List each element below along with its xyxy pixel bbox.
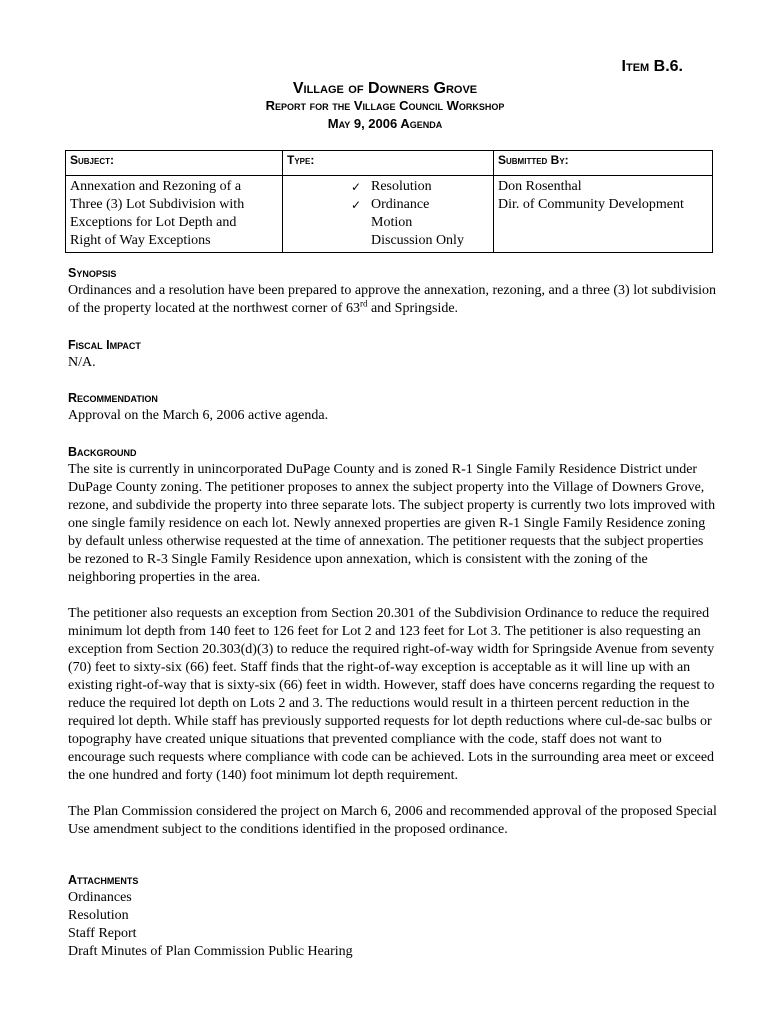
subject-line: Exceptions for Lot Depth and bbox=[70, 215, 237, 230]
submitter-cell bbox=[494, 176, 713, 253]
attachments-section bbox=[68, 872, 718, 961]
synopsis-text bbox=[68, 282, 718, 318]
agenda-date: May 9, 2006 Agenda bbox=[327, 116, 443, 131]
background-paragraph: The site is currently in unincorporated DuPage County and is zoned R-1 Single Family Residence District under DuPage County zoning. The petitioner proposes to annex the subject property into the Village of Downers Grove, rezone, and subdivide the property into three separate lots. The subject property is currently two lots improved with one single family residence on each lot. Newly annexed properties are given R-1 Single Family Residence zoning by default unless otherwise requested at the time of annexation. The petitioner requests that the subject properties be rezoned to R-3 Single Family Residence upon annexation, which is consistent with the zoning of the neighboring properties in the area. bbox=[68, 462, 716, 585]
agenda-info-table bbox=[65, 150, 713, 253]
synopsis-section bbox=[68, 265, 718, 318]
recommendation-section bbox=[68, 390, 718, 425]
type-item-resolution bbox=[351, 178, 489, 196]
item-label: Item B.6. bbox=[621, 58, 683, 75]
type-label: Motion bbox=[371, 215, 413, 230]
attachment-item: Resolution bbox=[68, 908, 129, 923]
fiscal-impact-heading: Fiscal Impact bbox=[68, 338, 141, 352]
type-item-ordinance bbox=[351, 196, 489, 214]
background-section bbox=[68, 444, 718, 839]
type-item-discussion bbox=[351, 232, 489, 250]
type-label: Discussion Only bbox=[371, 233, 464, 248]
background-paragraph: The petitioner also requests an exception from Section 20.301 of the Subdivision Ordinance to reduce the required minimum lot depth from 140 feet to 126 feet for Lot 2 and 123 feet for Lot 3. The petitioner is also requesting an exception from Section 20.303(d)(3) to reduce the required right-of-way width for Springside Avenue from seventy (70) feet to sixty-six (66) feet. Staff finds that the right-of-way exception is acceptable as it will line up with an existing right-of-way that is sixty-six (66) feet in width. However, staff does have concerns regarding the request to reduce the required lot depth on Lots 2 and 3. The reductions would result in a thirteen percent reduction in the required lot depth. While staff has previously supported requests for lot depth reductions where cul-de-sac bulbs or topography have created unique situations that prevented compliance with the code, staff does not want to encourage such requests where compliance with code can be achieved. Lots in the surrounding area meet or exceed the one hundred and forty (140) foot minimum lot depth requirement. bbox=[68, 606, 715, 783]
fiscal-impact-section bbox=[68, 337, 718, 372]
subject-line: Right of Way Exceptions bbox=[70, 233, 211, 248]
type-label: Ordinance bbox=[371, 197, 430, 212]
type-list bbox=[287, 178, 489, 250]
attachments-heading: Attachments bbox=[68, 873, 139, 887]
report-title: Report for the Village Council Workshop bbox=[265, 98, 505, 113]
submitted-by-header: Submitted By: bbox=[494, 151, 713, 176]
checkmark-icon: ✓ bbox=[351, 180, 362, 194]
subject-cell bbox=[66, 176, 283, 253]
type-header: Type: bbox=[283, 151, 494, 176]
checkmark-icon: ✓ bbox=[351, 198, 362, 212]
subject-line: Three (3) Lot Subdivision with bbox=[70, 197, 245, 212]
type-item-motion bbox=[351, 214, 489, 232]
attachment-item: Draft Minutes of Plan Commission Public Hearing bbox=[68, 944, 353, 959]
background-heading: Background bbox=[68, 445, 137, 459]
fiscal-impact-text: N/A. bbox=[68, 355, 96, 370]
submitter-name: Don Rosenthal bbox=[498, 179, 582, 194]
attachment-item: Ordinances bbox=[68, 890, 132, 905]
type-label: Resolution bbox=[371, 179, 432, 194]
subject-line: Annexation and Rezoning of a bbox=[70, 179, 242, 194]
synopsis-text-main: Ordinances and a resolution have been prepared to approve the annexation, rezoning, and a three (3) lot subdivision of the property located at the northwest corner of 63 bbox=[68, 283, 717, 316]
recommendation-text: Approval on the March 6, 2006 active agenda. bbox=[68, 408, 329, 423]
village-title: Village of Downers Grove bbox=[292, 80, 478, 97]
ordinal-suffix: rd bbox=[359, 298, 368, 309]
synopsis-text-end: and Springside. bbox=[367, 301, 459, 316]
submitter-title: Dir. of Community Development bbox=[498, 197, 684, 212]
attachment-item: Staff Report bbox=[68, 926, 137, 941]
synopsis-heading: Synopsis bbox=[68, 266, 117, 280]
background-paragraph: The Plan Commission considered the project on March 6, 2006 and recommended approval of the proposed Special Use amendment subject to the conditions identified in the proposed ordinance. bbox=[68, 804, 717, 837]
type-cell bbox=[283, 176, 494, 253]
subject-header: Subject: bbox=[66, 151, 283, 176]
recommendation-heading: Recommendation bbox=[68, 391, 158, 405]
